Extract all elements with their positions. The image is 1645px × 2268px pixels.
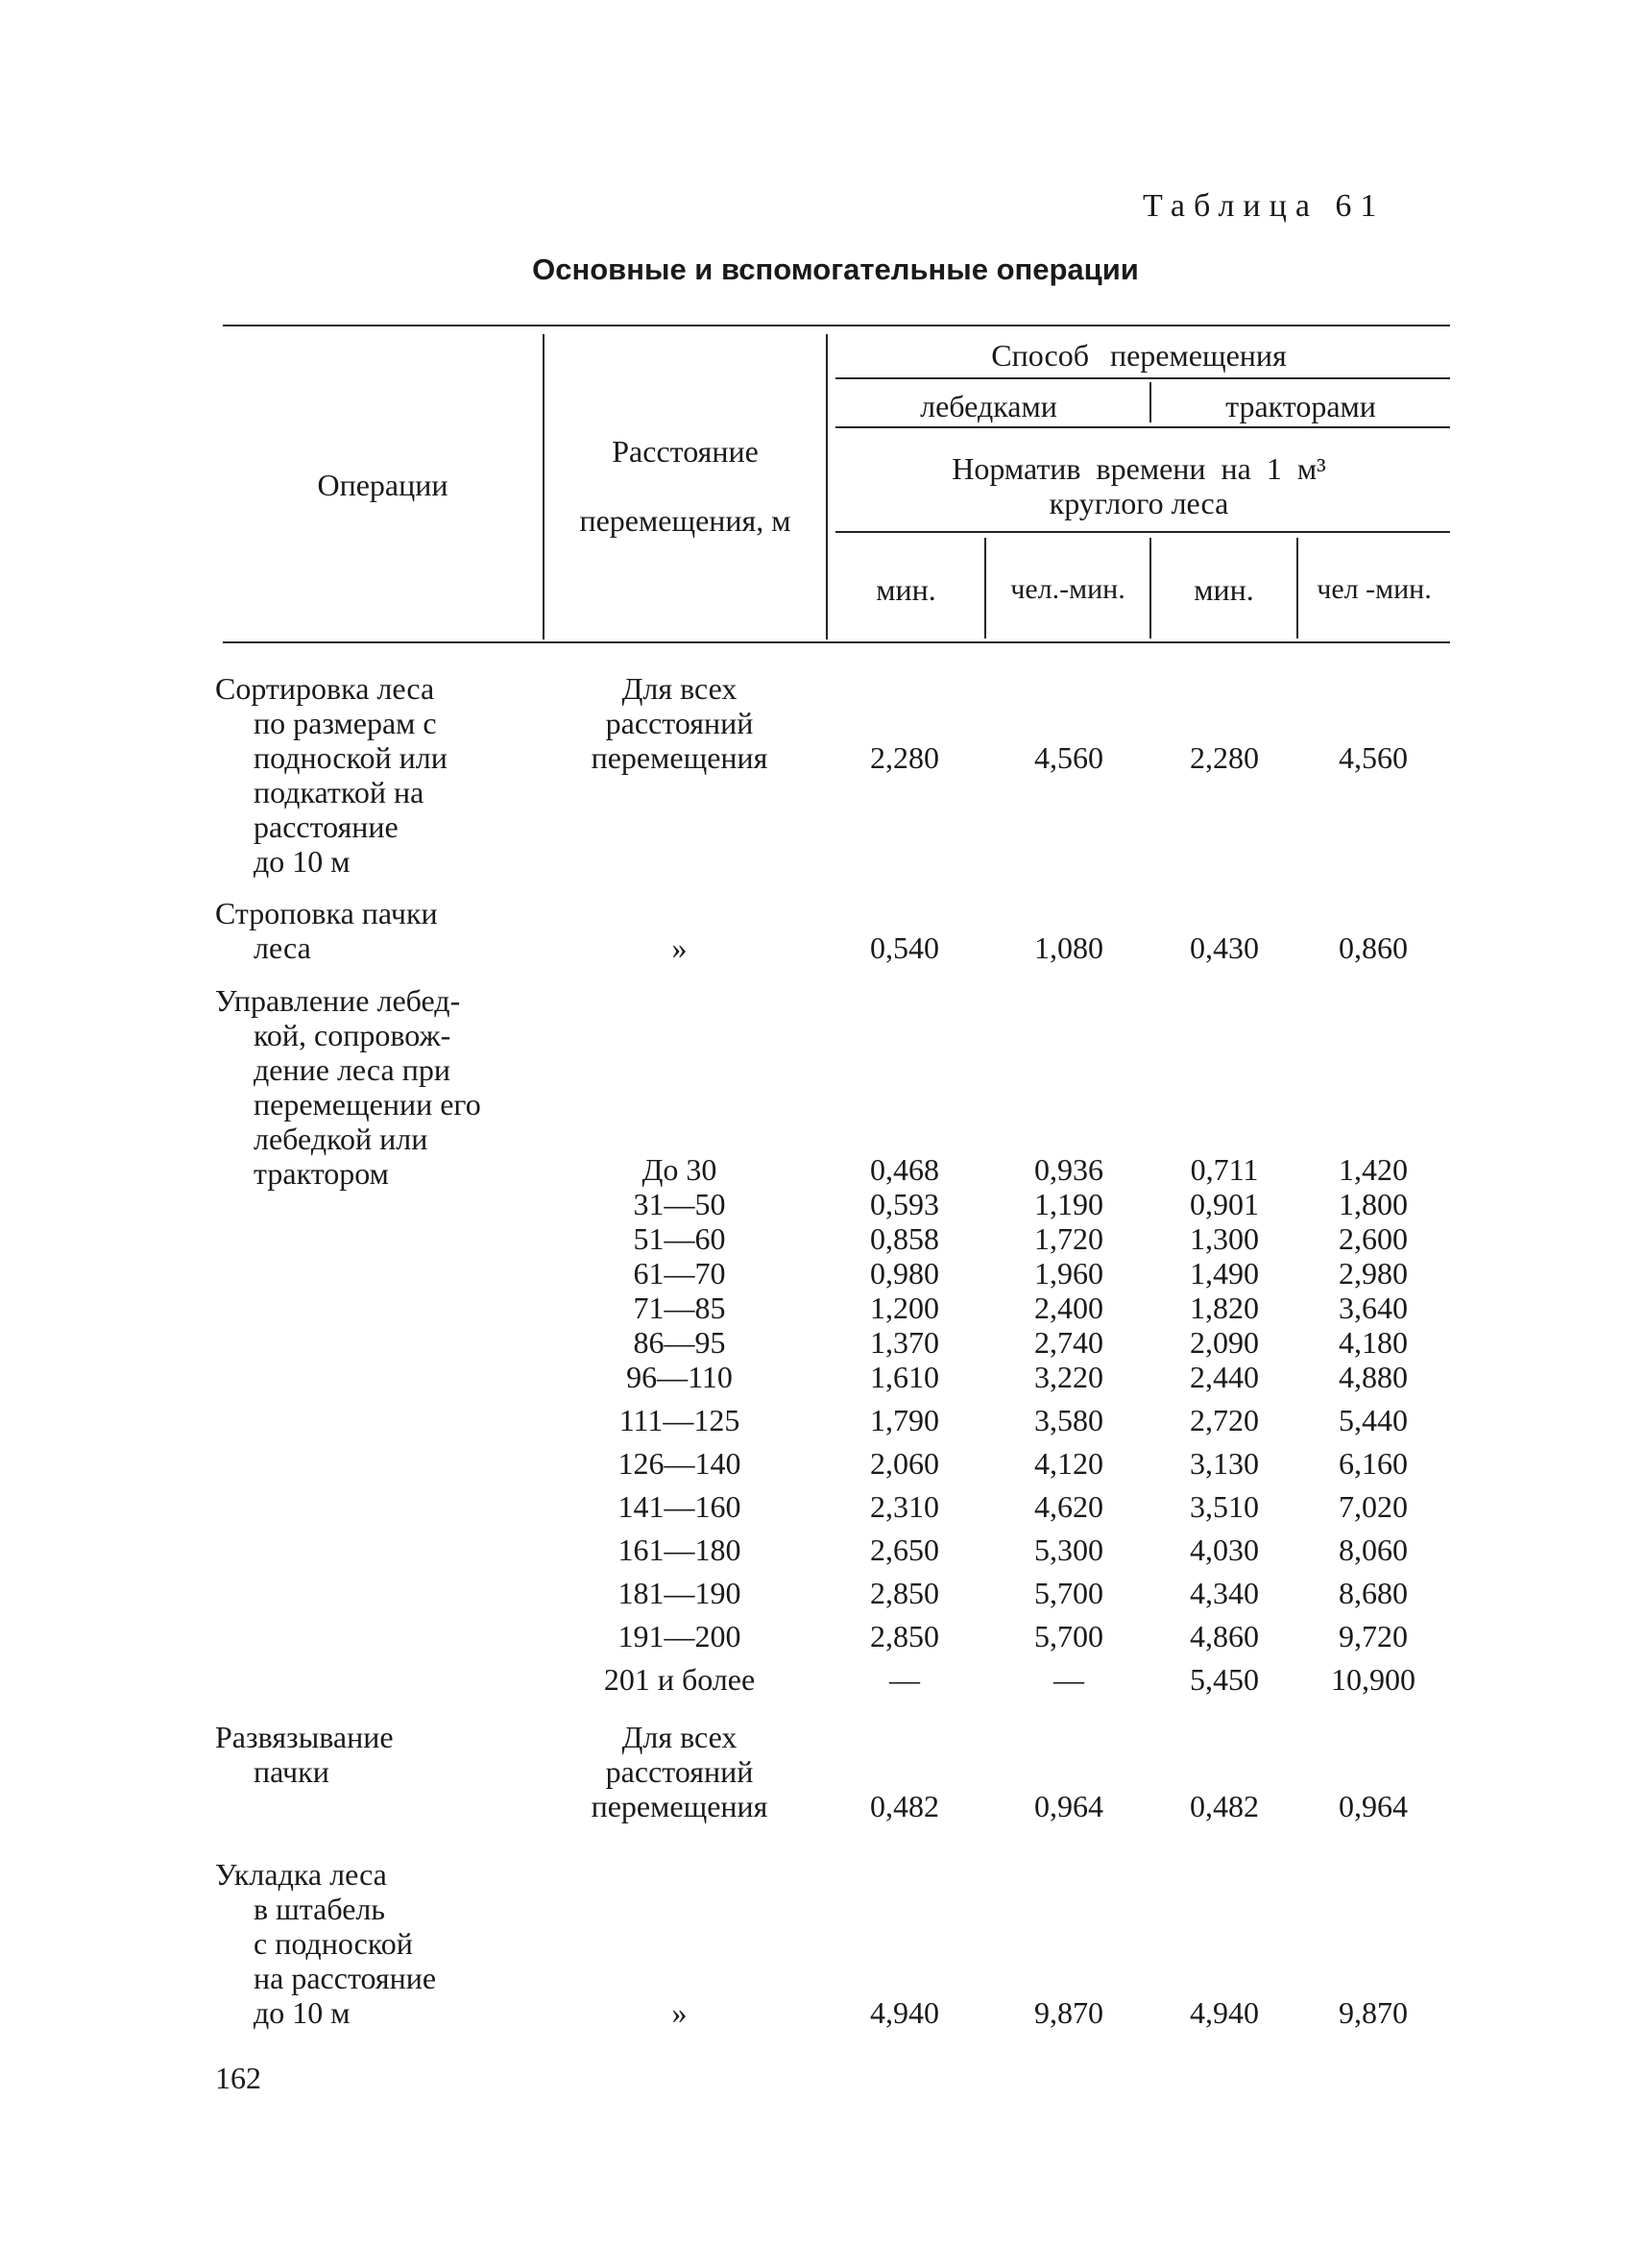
value-cell: 1,610 [870,1360,939,1394]
distance-range: 61—70 [633,1256,726,1291]
value-cell: 1,300 [1190,1221,1259,1256]
header-min-winches: мин. [876,572,936,607]
value-cell: 4,940 [1190,1995,1259,2030]
value-cell: 2,740 [1034,1325,1103,1360]
table-title: Основные и вспомогательные операции [532,253,1139,286]
value-cell: 0,593 [870,1187,939,1221]
value-cell: 4,560 [1339,740,1408,775]
header-method: Способ перемещения [991,338,1287,373]
value-cell: 1,720 [1034,1221,1103,1256]
distance-range: 51—60 [633,1221,726,1256]
table-label: Таблица 61 [1143,188,1386,224]
value-cell: 0,901 [1190,1187,1259,1221]
value-cell: 5,450 [1190,1662,1259,1697]
value-cell: 2,650 [870,1532,939,1567]
value-cell: 3,640 [1339,1291,1408,1325]
value-cell: 4,560 [1034,740,1103,775]
value-cell: 0,964 [1339,1789,1408,1823]
value-cell: 4,120 [1034,1446,1103,1481]
operation-sorting: Сортировка леса по размерам с подноской или подкаткой на расстояние до 10 м [215,671,448,879]
header-winches: лебедками [920,389,1057,423]
value-cell: 1,420 [1339,1152,1408,1187]
distance-all-1: Для всех расстояний перемещения [591,671,768,775]
value-cell: 1,790 [870,1403,939,1437]
distance-range: 71—85 [633,1291,726,1325]
value-cell: 8,060 [1339,1532,1408,1567]
value-cell: 3,510 [1190,1489,1259,1524]
value-cell: 6,160 [1339,1446,1408,1481]
value-cell: — [1053,1662,1084,1697]
operation-winch-control: Управление лебед- кой, сопровож- дение леса при перемещении его лебедкой или трактором [215,983,481,1191]
value-cell: 10,900 [1331,1662,1415,1697]
value-cell: 4,340 [1190,1576,1259,1610]
header-manmin-winches: чел.-мин. [1010,573,1125,605]
value-cell: 3,580 [1034,1403,1103,1437]
table-top-rule [223,325,1450,326]
value-cell: 0,468 [870,1152,939,1187]
value-cell: 0,858 [870,1221,939,1256]
distance-range: 141—160 [617,1489,741,1524]
value-cell: 4,030 [1190,1532,1259,1567]
value-cell: 9,720 [1339,1619,1408,1653]
value-cell: 2,280 [1190,740,1259,775]
operation-stacking: Укладка леса в штабель с подноской на расстояние до 10 м [215,1857,437,2030]
distance-range: 126—140 [617,1446,741,1481]
value-cell: 1,490 [1190,1256,1259,1291]
value-cell: 0,936 [1034,1152,1103,1187]
value-cell: 1,370 [870,1325,939,1360]
value-cell: 1,080 [1034,930,1103,965]
header-operations: Операции [317,468,448,502]
distance-ditto-1: » [671,930,688,965]
value-cell: 1,960 [1034,1256,1103,1291]
value-cell: 4,620 [1034,1489,1103,1524]
value-cell: 0,430 [1190,930,1259,965]
value-cell: 2,980 [1339,1256,1408,1291]
distance-range: 201 и более [603,1662,756,1697]
header-bottom-rule [223,641,1450,643]
header-distance-line2: перемещения, м [579,503,791,538]
page-number: 162 [215,2061,261,2095]
value-cell: 8,680 [1339,1576,1408,1610]
value-cell: 5,300 [1034,1532,1103,1567]
value-cell: 2,280 [870,740,939,775]
value-cell: 1,200 [870,1291,939,1325]
value-cell: 3,220 [1034,1360,1103,1394]
header-rule-method [835,377,1450,379]
value-cell: — [889,1662,920,1697]
value-cell: 3,130 [1190,1446,1259,1481]
distance-range: 191—200 [617,1619,741,1653]
value-cell: 9,870 [1034,1995,1103,2030]
value-cell: 7,020 [1339,1489,1408,1524]
distance-range: 181—190 [617,1576,741,1610]
value-cell: 0,482 [1190,1789,1259,1823]
distance-range: 31—50 [633,1187,726,1221]
header-distance-line1: Расстояние [612,434,759,469]
distance-ditto-2: » [671,1995,688,2030]
header-rule-subgroups [835,426,1450,428]
value-cell: 4,880 [1339,1360,1408,1394]
value-cell: 1,800 [1339,1187,1408,1221]
value-cell: 1,820 [1190,1291,1259,1325]
value-cell: 2,440 [1190,1360,1259,1394]
value-cell: 0,711 [1190,1152,1259,1187]
value-cell: 5,440 [1339,1403,1408,1437]
col-divider-distance [543,334,544,639]
value-cell: 0,964 [1034,1789,1103,1823]
value-cell: 2,310 [870,1489,939,1524]
value-cell: 1,190 [1034,1187,1103,1221]
header-manmin-tractors: чел -мин. [1317,573,1432,605]
value-cell: 2,850 [870,1619,939,1653]
value-cell: 0,860 [1339,930,1408,965]
value-cell: 2,090 [1190,1325,1259,1360]
distance-range: До 30 [641,1152,717,1187]
value-cell: 2,400 [1034,1291,1103,1325]
operation-slinging: Строповка пачки леса [215,896,438,965]
value-cell: 0,980 [870,1256,939,1291]
value-cell: 4,180 [1339,1325,1408,1360]
value-cell: 5,700 [1034,1619,1103,1653]
value-cell: 2,720 [1190,1403,1259,1437]
value-cell: 2,850 [870,1576,939,1610]
value-cell: 0,540 [870,930,939,965]
header-norm-line2: круглого леса [1049,486,1229,520]
operation-untying: Развязывание пачки [215,1720,394,1789]
value-cell: 0,482 [870,1789,939,1823]
header-tractors: тракторами [1225,389,1376,423]
value-cell: 9,870 [1339,1995,1408,2030]
header-min-tractors: мин. [1194,572,1254,607]
value-cell: 4,860 [1190,1619,1259,1653]
value-cell: 5,700 [1034,1576,1103,1610]
distance-range: 96—110 [626,1360,733,1394]
value-cell: 2,600 [1339,1221,1408,1256]
distance-all-2: Для всех расстояний перемещения [591,1720,768,1823]
value-cell: 2,060 [870,1446,939,1481]
distance-range: 111—125 [618,1403,740,1437]
distance-range: 86—95 [633,1325,726,1360]
header-rule-norm [835,531,1450,533]
header-norm-line1: Норматив времени на 1 м³ [952,451,1326,486]
value-cell: 4,940 [870,1995,939,2030]
distance-range: 161—180 [617,1532,741,1567]
